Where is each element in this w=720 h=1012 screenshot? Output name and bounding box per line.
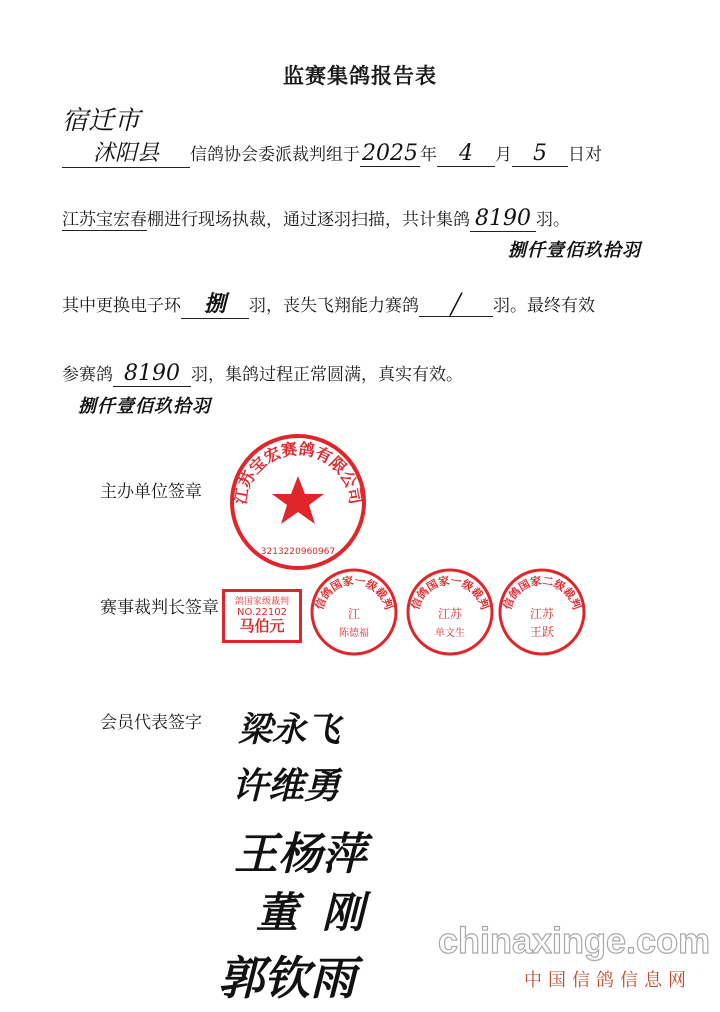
day-value: 5 (512, 141, 568, 167)
signature-5: 郭钦雨 (218, 951, 356, 1005)
seal-a-name: 陈德福 (339, 628, 369, 639)
loft-name: 江苏宝宏春 (62, 210, 147, 230)
star-icon (272, 476, 324, 524)
seal-b-text: 信鸽国家一级裁判 (408, 574, 492, 612)
company-seal-text: 江苏宝宏赛鸽有限公司 (230, 439, 366, 506)
referee-sign-label: 赛事裁判长签章 (100, 598, 219, 618)
seal-a-text: 信鸽国家一级裁判 (312, 574, 396, 612)
line-1-text: 信鸽协会委派裁判组于 (190, 145, 360, 165)
seal-b-name: 单文生 (435, 628, 465, 639)
watermark-site: chinaxinge.com (438, 920, 711, 961)
svg-text:信鸽国家一级裁判 (408, 573, 492, 611)
total-in-words: 捌仟壹佰玖拾羽 (508, 240, 641, 261)
member-sign-label: 会员代表签字 (100, 713, 202, 733)
rect-stamp-line1: 鸽国家级裁判 (234, 597, 289, 607)
year-value: 2025 (362, 141, 418, 166)
valid-birds: 8190 (113, 361, 191, 387)
svg-text:信鸽国家一级裁判 (312, 573, 396, 611)
line-4-text-a: 参赛鸽 (62, 365, 113, 385)
svg-text:信鸽国家二级裁判 (500, 573, 584, 611)
seal-c-text: 信鸽国家二级裁判 (500, 574, 584, 612)
replaced-rings: 捌 (181, 287, 249, 319)
valid-in-words: 捌仟壹佰玖拾羽 (78, 396, 211, 417)
company-seal-number: 3213220960967 (260, 547, 336, 557)
line-4-text-b: 羽，集鸽过程正常圆满，真实有效。 (191, 365, 463, 385)
total-birds: 8190 (470, 206, 536, 232)
seal-c-name: 王跃 (529, 625, 555, 639)
month-label: 月 (495, 145, 512, 165)
month-value: 4 (437, 141, 495, 167)
watermark-name: 中国信鸽信息网 (524, 970, 692, 991)
line-3-text-a: 其中更换电子环 (62, 296, 181, 316)
handwritten-city: 宿迁市 (62, 106, 141, 136)
document-title: 监赛集鸽报告表 (283, 64, 437, 88)
rect-stamp-name: 马伯元 (239, 617, 285, 635)
referee-rect-stamp (222, 589, 302, 643)
signature-3: 王杨萍 (234, 829, 366, 880)
host-sign-label: 主办单位签章 (100, 482, 202, 502)
lost-birds: ╱ (419, 292, 493, 317)
referee-seal-c (496, 566, 588, 658)
line-4 (62, 360, 463, 387)
line-3 (62, 287, 595, 319)
line-3-text-c: 羽。最终有效 (493, 296, 595, 316)
seal-a-region: 江 (347, 607, 361, 621)
year-label: 年 (420, 145, 437, 165)
day-label: 日对 (568, 145, 602, 165)
referee-seal-a (308, 566, 400, 658)
signature-1: 梁永飞 (238, 710, 340, 750)
seal-c-region: 江苏 (529, 607, 555, 621)
rect-stamp-line2: NO.22102 (237, 607, 287, 618)
company-seal (228, 432, 368, 572)
handwritten-county: 沭阳县 (62, 136, 190, 168)
seal-b-region: 江苏 (437, 607, 463, 621)
line-2 (62, 205, 570, 232)
referee-seal-b (404, 566, 496, 658)
line-3-text-b: 羽，丧失飞翔能力赛鸽 (249, 296, 419, 316)
signature-2: 许维勇 (232, 765, 341, 807)
total-unit: 羽。 (536, 210, 570, 230)
line-1 (62, 136, 602, 168)
signature-4: 董刚 (256, 888, 389, 937)
line-2-text: 棚进行现场执裁，通过逐羽扫描，共计集鸽 (147, 210, 470, 230)
